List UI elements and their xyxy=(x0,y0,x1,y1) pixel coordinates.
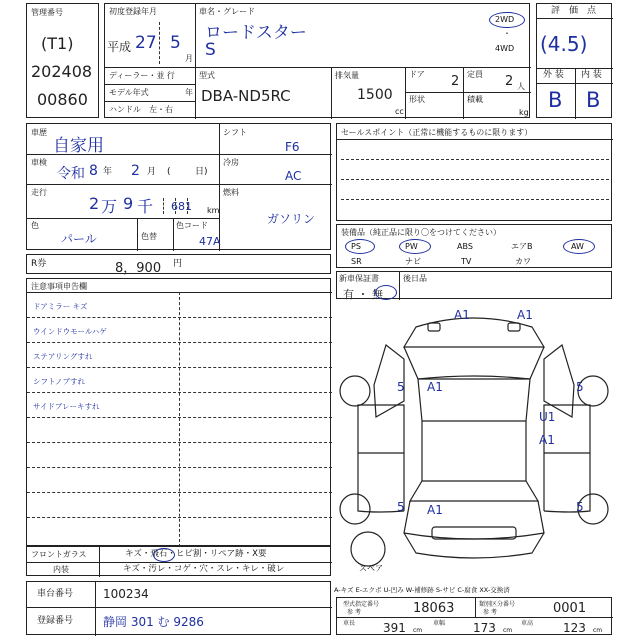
length-unit: cm xyxy=(413,627,423,634)
equip-tv: TV xyxy=(461,257,472,266)
warranty-box xyxy=(336,271,612,299)
damage-left-front: A1 xyxy=(427,380,443,394)
load-unit: kg xyxy=(519,108,529,117)
notes-box xyxy=(26,278,331,546)
shape-label: 形状 xyxy=(409,95,425,104)
warranty-value: 有 ・ 無 xyxy=(343,288,383,301)
inspection-day-open: ( xyxy=(167,167,171,177)
shift-label: シフト xyxy=(223,128,247,137)
recycle-box xyxy=(26,254,331,274)
equip-sr: SR xyxy=(351,257,362,266)
manual-label: 後日品 xyxy=(403,274,427,283)
notes-label: 注意事項申告欄 xyxy=(31,282,87,291)
sales-points-box xyxy=(336,123,612,221)
note-item-5: サイドブレーキすれ xyxy=(33,402,100,411)
doors: 2 xyxy=(451,74,460,89)
car-damage-diagram xyxy=(336,301,612,581)
type-spec-label: 型式指定番号 xyxy=(343,601,380,608)
width-value: 173 xyxy=(473,621,496,635)
equipment-label: 装備品（純正品に限り〇をつけてください） xyxy=(341,228,501,237)
disp-unit: cc xyxy=(395,107,404,116)
note-item-1: ドアミラー キズ xyxy=(33,302,88,311)
inspection-month-unit: 月 xyxy=(147,167,157,177)
cat-ref: 参 考 xyxy=(483,609,497,616)
inspection-era: 令和 xyxy=(57,166,85,182)
cat-label: 類別区分番号 xyxy=(479,601,516,608)
handle-label: ハンドル 左・右 xyxy=(109,105,173,114)
damage-legend: A-キズ E-エクボ U-凹み W-補修跡 S-サビ C-腐食 XX-交換済 xyxy=(334,586,510,594)
width-unit: cm xyxy=(503,627,513,634)
model-year-unit: 年 xyxy=(185,88,193,97)
disp-label: 排気量 xyxy=(335,71,359,80)
tire-front-left: 5 xyxy=(397,380,405,394)
color-label: 色 xyxy=(31,221,39,230)
equip-aw: AW xyxy=(571,242,584,251)
car-grade: S xyxy=(205,40,216,60)
door-label: ドア xyxy=(409,70,425,79)
drive-2wd: 2WD xyxy=(495,15,515,24)
mileage-rest: 681 xyxy=(171,200,192,213)
sales-points-label: セールスポイント（正常に機能するものに限ります） xyxy=(341,128,533,137)
note-item-4: シフトノブすれ xyxy=(33,377,86,386)
equipment-box xyxy=(336,224,612,268)
color-change-label: 色替 xyxy=(141,232,157,241)
spare-label: スペア xyxy=(359,564,383,573)
reg-label: 初度登録年月 xyxy=(109,7,157,16)
height-value: 123 xyxy=(563,621,586,635)
cap-label: 定員 xyxy=(467,70,483,79)
damage-front-right: A1 xyxy=(517,308,533,322)
spec-box xyxy=(336,597,612,635)
color-code: 47A xyxy=(199,235,221,248)
type-label: 型式 xyxy=(199,71,215,80)
note-item-3: ステアリングすれ xyxy=(33,352,93,361)
lot-serial: 00860 xyxy=(37,90,88,109)
plate-value: 静岡 301 む 9286 xyxy=(103,615,204,629)
equip-abs: ABS xyxy=(457,242,473,251)
chassis-value: 100234 xyxy=(103,587,149,601)
damage-left-rear: A1 xyxy=(427,503,443,517)
usage-label: 車歴 xyxy=(31,128,47,137)
int-label: 内 装 xyxy=(581,70,602,80)
car-info-box xyxy=(104,3,530,118)
glass-box xyxy=(26,546,331,576)
usage-value: 自家用 xyxy=(53,136,104,156)
ac-value: AC xyxy=(285,169,302,183)
chassis-box xyxy=(26,581,331,635)
front-glass-label: フロントガラス xyxy=(31,550,87,559)
management-number-box xyxy=(26,3,99,118)
equip-navi: ナビ xyxy=(405,257,421,266)
lot-year-code: 202408 xyxy=(31,62,93,81)
drive-dot: ・ xyxy=(503,29,511,38)
tire-front-right: 5 xyxy=(576,380,584,394)
mileage-unit: km xyxy=(207,206,220,215)
equip-pw: PW xyxy=(405,242,418,251)
load-label: 積載 xyxy=(467,95,483,104)
fuel-label: 燃料 xyxy=(223,188,239,197)
drive-4wd: 4WD xyxy=(495,44,515,53)
ac-label: 冷房 xyxy=(223,158,239,167)
car-type: DBA-ND5RC xyxy=(201,87,291,105)
height-label: 車高 xyxy=(521,620,534,627)
length-value: 391 xyxy=(383,621,406,635)
lot-code: (T1) xyxy=(41,34,74,53)
length-label: 車長 xyxy=(343,620,356,627)
inspection-year: 8 xyxy=(89,163,98,179)
tire-rear-right: 5 xyxy=(576,500,584,514)
mileage-1k: 9 xyxy=(123,194,134,213)
inspection-year-unit: 年 xyxy=(103,167,113,177)
inspection-day-close: 日) xyxy=(195,167,208,177)
inspection-sheet xyxy=(26,3,612,635)
reg-month: 5 xyxy=(170,33,181,53)
note-item-2: ウインドウモールハゲ xyxy=(33,327,107,336)
mileage-10k: 2 xyxy=(89,194,100,213)
cat-value: 0001 xyxy=(553,601,587,616)
color-value: パール xyxy=(61,232,97,246)
recycle-unit: 円 xyxy=(173,259,183,269)
mgmt-no-label: 管理番号 xyxy=(31,8,63,17)
history-box xyxy=(26,123,331,250)
recycle-label: R券 xyxy=(31,259,47,269)
equip-airbag: エアB xyxy=(511,242,533,251)
mileage-sen: 千 xyxy=(137,197,154,216)
cap-unit: 人 xyxy=(517,82,525,91)
car-name: ロードスター xyxy=(205,23,307,43)
height-unit: cm xyxy=(593,627,603,634)
width-label: 車幅 xyxy=(433,620,446,627)
car-name-label: 車名・グレード xyxy=(199,7,255,16)
inspection-label: 車検 xyxy=(31,158,47,167)
score-box xyxy=(536,3,612,118)
ext-grade: B xyxy=(548,88,563,112)
interior-label: 内装 xyxy=(53,565,69,574)
equip-leather: カワ xyxy=(515,257,531,266)
int-grade: B xyxy=(586,88,601,112)
color-code-label: 色コード xyxy=(176,221,208,230)
reg-era: 平成 xyxy=(107,40,132,54)
interior-value: キズ・汚レ・コゲ・穴・スレ・キレ・破レ xyxy=(123,564,285,574)
score-label: 評 価 点 xyxy=(551,6,597,16)
front-glass-value: キズ・飛石・ヒビ割・リペア跡・X要 xyxy=(125,549,267,559)
mileage-label: 走行 xyxy=(31,188,47,197)
damage-roof-a: A1 xyxy=(539,433,555,447)
warranty-label: 新車保証書 xyxy=(339,274,379,283)
ext-label: 外 装 xyxy=(543,70,564,80)
displacement: 1500 xyxy=(357,87,393,103)
shift-value: F6 xyxy=(285,140,300,154)
fuel-value: ガソリン xyxy=(267,212,316,226)
model-year-label: モデル年式 xyxy=(109,88,149,97)
dealer-label: ディーラー・並 行 xyxy=(109,71,175,80)
tire-rear-left: 5 xyxy=(397,500,405,514)
chassis-label: 車台番号 xyxy=(37,589,74,599)
type-spec-value: 18063 xyxy=(413,601,455,616)
plate-label: 登録番号 xyxy=(37,616,74,626)
type-spec-ref: 参 考 xyxy=(347,609,361,616)
equip-ps: PS xyxy=(351,242,361,251)
recycle-value: 8，900 xyxy=(115,261,162,276)
damage-front-left: A1 xyxy=(454,308,470,322)
damage-roof-u: U1 xyxy=(539,410,556,424)
capacity: 2 xyxy=(505,74,514,89)
reg-year: 27 xyxy=(135,33,157,53)
mileage-man: 万 xyxy=(101,197,118,216)
score-value: (4.5) xyxy=(540,32,588,56)
inspection-month: 2 xyxy=(131,163,140,179)
reg-month-unit: 月 xyxy=(185,54,193,63)
